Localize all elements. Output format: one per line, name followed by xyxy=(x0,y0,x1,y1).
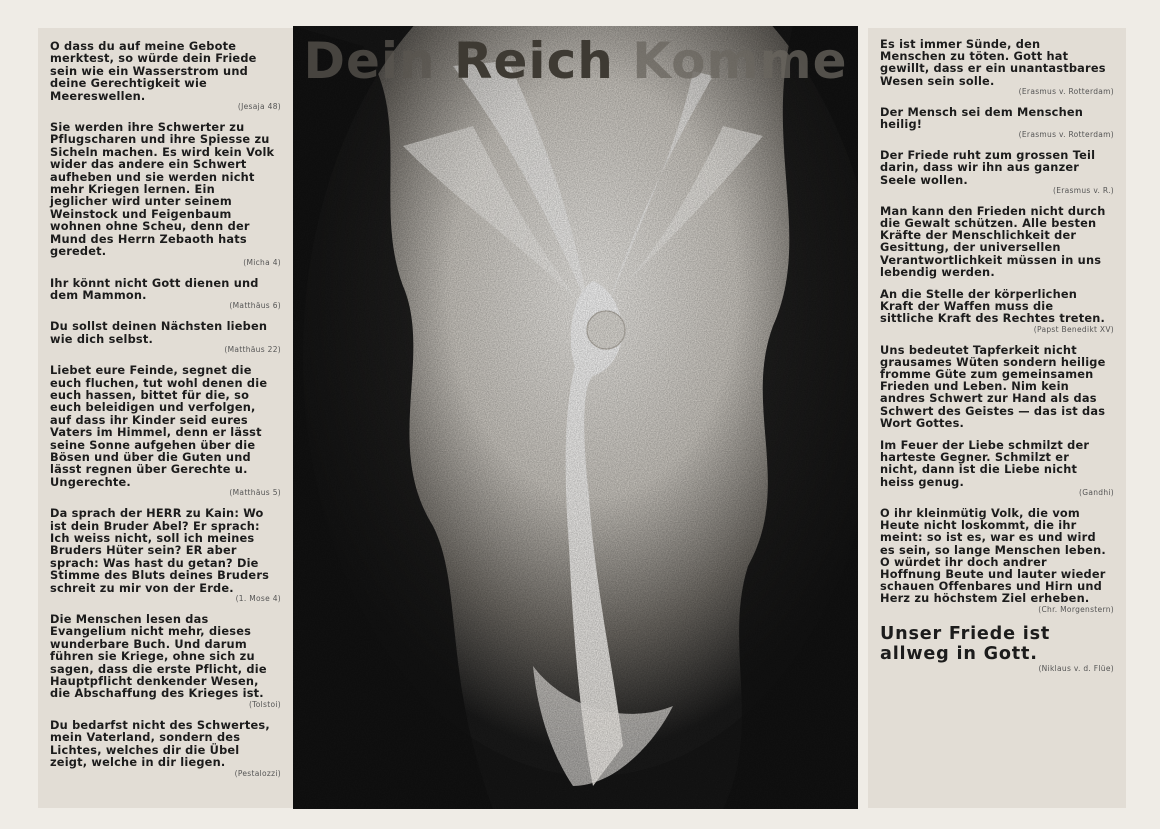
quote-text: O ihr kleinmütig Volk, die vom Heute nicht loskommt, die ihr meint: so ist es, war es und wird es sein, so lange Menschen leben. O würdet ihr doch andrer Hoffnung Beute und lauter wieder schauen Offenbares und Hirn und Herz zu höchstem Ziel erheben. xyxy=(880,505,1106,606)
quote-text: O dass du auf meine Gebote merktest, so würde dein Friede sein wie ein Wasserstrom und deine Gerechtigkeit wie Meereswellen. xyxy=(50,39,257,103)
closing-text: Unser Friede ist allweg in Gott. xyxy=(880,622,1051,664)
left-quote-list xyxy=(38,28,293,778)
quote xyxy=(38,40,293,111)
quote-text: Man kann den Frieden nicht durch die Gewalt schützen. Alle besten Kräfte der Menschlichkeit der Gesittung, der universellen Verantwortlichkeit müssen in uns lebendig werden. xyxy=(880,203,1106,279)
page-title xyxy=(293,32,858,90)
closing-quote xyxy=(868,624,1126,673)
quote-text: Im Feuer der Liebe schmilzt der harteste Gegner. Schmilzt er nicht, dann ist die Liebe nicht heiss genug. xyxy=(880,438,1090,489)
right-quote-list xyxy=(868,28,1126,673)
quote-source: (Jesaja 48) xyxy=(237,102,281,112)
quote-source: (Pestalozzi) xyxy=(234,768,281,778)
left-quote-column xyxy=(38,28,293,808)
quote-source: (Papst Benedikt XV) xyxy=(1033,324,1114,334)
quote-text: Es ist immer Sünde, den Menschen zu töten. Gott hat gewillt, dass er ein unantastbares Wesen sein solle. xyxy=(880,37,1106,88)
quote-source: (1. Mose 4) xyxy=(235,594,281,604)
quote-source: (Tolstoi) xyxy=(248,699,281,709)
quote-text: Der Mensch sei dem Menschen heilig! xyxy=(880,104,1084,132)
quote xyxy=(868,288,1126,334)
quote-text: Du sollst deinen Nächsten lieben wie dich selbst. xyxy=(50,319,268,346)
quote xyxy=(38,320,293,354)
quote xyxy=(868,205,1126,278)
quote-text: Du bedarfst nicht des Schwertes, mein Vaterland, sondern des Lichtes, welches dir die Übel zeigt, welche in dir liegen. xyxy=(50,717,270,770)
quote xyxy=(38,364,293,497)
quote xyxy=(38,121,293,266)
quote xyxy=(38,719,293,778)
quote-text: Sie werden ihre Schwerter zu Pflugscharen und ihre Spiesse zu Sicheln machen. Es wird kein Volk wider das andere ein Schwert aufheben und sie werden nicht mehr Kriegen lernen. Ein jeglicher wird unter seinem Weinstock und Feigenbaum wohnen ohne Scheu, denn der Mund des Herrn Zebaoth hats geredet. xyxy=(50,120,275,259)
quote-source: (Erasmus v. Rotterdam) xyxy=(1018,86,1114,96)
quote xyxy=(38,277,293,311)
quote-source: (Matthäus 6) xyxy=(229,301,281,311)
title-word: Komme xyxy=(632,32,848,90)
quote-source: (Erasmus v. Rotterdam) xyxy=(1018,130,1114,140)
quote-text: Ihr könnt nicht Gott dienen und dem Mammon. xyxy=(50,275,259,302)
quote-text: Liebet eure Feinde, segnet die euch fluchen, tut wohl denen die euch hassen, bittet für die, so euch beleidigen und verfolgen, auf dass ihr Kinder seid eures Vaters im Himmel, denn er lässt seine Sonne aufgehen über die Bösen und über die Guten und lässt regnen über Gerechte u. Ungerechte. xyxy=(50,363,268,489)
quote-source: (Erasmus v. R.) xyxy=(1053,185,1114,195)
quote xyxy=(38,613,293,709)
right-quote-column xyxy=(868,28,1126,808)
quote-text: Die Menschen lesen das Evangelium nicht mehr, dieses wunderbare Buch. Und darum führen sie Kriege, ohne sich zu sagen, dass die erste Pflicht, die Hauptpflicht denkender Wesen, die Abschaffung des Krieges ist. xyxy=(50,612,267,701)
quote xyxy=(868,507,1126,614)
quote xyxy=(868,439,1126,497)
quote-source: (Matthäus 22) xyxy=(224,345,281,355)
title-word: Reich xyxy=(454,32,614,90)
quote-text: Uns bedeutet Tapferkeit nicht grausames Wüten sondern heilige fromme Güte zum gemeinsamen Frieden und Leben. Nim kein andres Schwert zur Hand als das Schwert des Geistes — das ist das Wort Gottes. xyxy=(880,342,1106,430)
quote xyxy=(868,344,1126,429)
quote xyxy=(38,507,293,603)
quote-source: (Gandhi) xyxy=(1078,487,1114,497)
paper-grain xyxy=(293,26,858,809)
closing-source: (Niklaus v. d. Flüe) xyxy=(1038,663,1114,673)
quote-text: An die Stelle der körperlichen Kraft der Waffen muss die sittliche Kraft des Rechtes treten. xyxy=(880,287,1106,326)
quote-source: (Matthäus 5) xyxy=(229,488,281,498)
quote xyxy=(868,38,1126,96)
title-word: Dein xyxy=(303,32,436,90)
quote-source: (Chr. Morgenstern) xyxy=(1038,604,1114,614)
angel-artwork xyxy=(293,26,858,809)
quote-text: Der Friede ruht zum grossen Teil darin, dass wir ihn aus ganzer Seele wollen. xyxy=(880,148,1096,187)
quote xyxy=(868,106,1126,139)
quote-source: (Micha 4) xyxy=(243,257,281,267)
quote-text: Da sprach der HERR zu Kain: Wo ist dein Bruder Abel? Er sprach: Ich weiss nicht, soll ich meines Bruders Hüter sein? ER aber sprach: Was hast du getan? Die Stimme des Bluts deines Bruders schreit zu mir von der Erde. xyxy=(50,506,270,595)
angel-illustration xyxy=(293,26,858,809)
quote xyxy=(868,149,1126,195)
